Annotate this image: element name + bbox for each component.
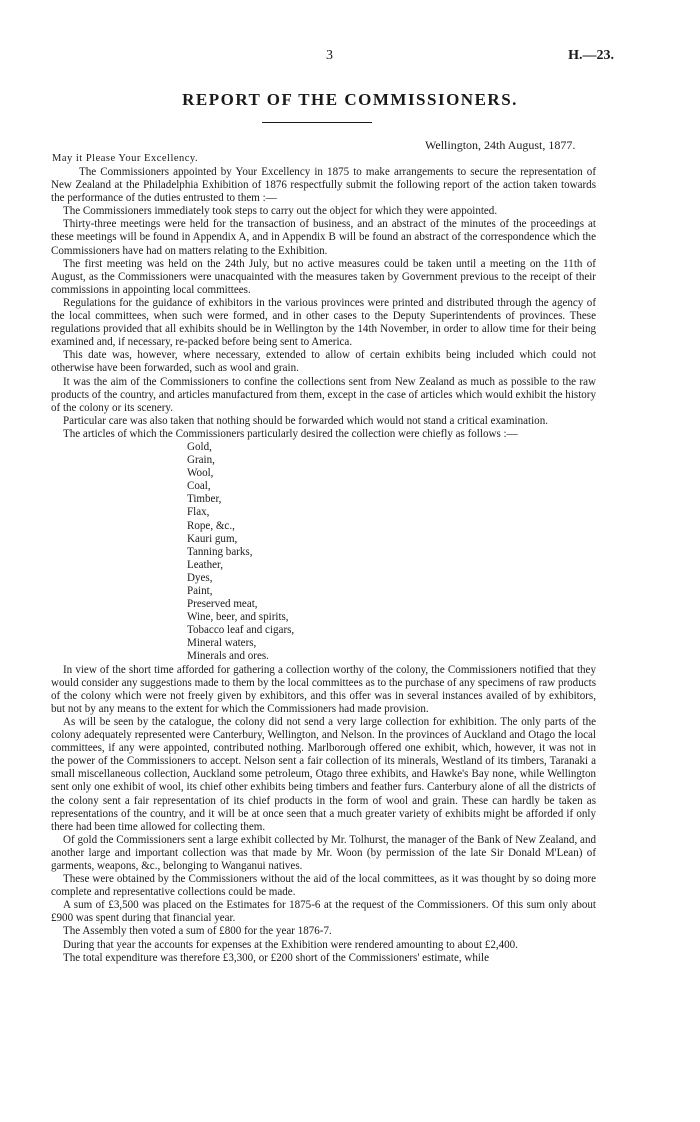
- list-item: Leather,: [187, 558, 224, 571]
- paragraph: The total expenditure was therefore £3,300, or £200 short of the Commissioners' estimate, while: [63, 951, 489, 964]
- list-item: Grain,: [187, 454, 215, 467]
- paragraph: The Commissioners immediately took steps to carry out the object for which they were appointed.: [63, 205, 498, 218]
- report-body: [51, 166, 596, 965]
- report-title: REPORT OF THE COMMISSIONERS.: [182, 90, 518, 109]
- list-item: Dyes,: [187, 571, 213, 584]
- paragraph: The articles of which the Commissioners particularly desired the collection were chiefly as follows :—: [63, 427, 518, 440]
- list-item: Flax,: [187, 506, 210, 519]
- page-number: 3: [326, 48, 333, 63]
- salutation: May it Please Your Excellency.: [52, 153, 199, 164]
- list-item: Mineral waters,: [187, 637, 257, 650]
- paragraph: The Assembly then voted a sum of £800 for the year 1876-7.: [63, 925, 332, 938]
- paragraph: The first meeting was held on the 24th July, but no active measures could be taken until a meeting on the 11th of August, as the Commissioners were unacquainted with the measures taken by Government previous to the receipt of their commissions in appointing local committees.: [51, 257, 596, 296]
- list-item: Preserved meat,: [187, 598, 258, 611]
- list-item: Gold,: [187, 440, 212, 453]
- list-item: Timber,: [187, 493, 222, 506]
- paragraph: The Commissioners appointed by Your Excellency in 1875 to make arrangements to secure the representation of New Zealand at the Philadelphia Exhibition of 1876 respectfully submit the following report of the action taken towards the performance of the duties entrusted to them :—: [51, 166, 596, 205]
- paragraph: This date was, however, where necessary, extended to allow of certain exhibits being included which could not otherwise have been forwarded, such as wool and grain.: [51, 349, 596, 375]
- paragraph: A sum of £3,500 was placed on the Estimates for 1875-6 at the request of the Commissioners. Of this sum only about £900 was spent during that financial year.: [51, 899, 596, 925]
- list-item: Coal,: [187, 480, 211, 493]
- title-rule: [262, 122, 372, 123]
- paragraph: In view of the short time afforded for gathering a collection worthy of the colony, the Commissioners notified that they would consider any suggestions made to them by the local committees as to the purchase of any specimens of raw products of the colony which were not freely given by exhibitors, and this offer was in several instances availed of by exhibitors, but not by any means to the extent for which the Commissioners had made provision.: [51, 663, 596, 715]
- paragraph: As will be seen by the catalogue, the colony did not send a very large collection for exhibition. The only parts of the colony adequately represented were Canterbury, Wellington, and Nelson. In the provinces of Auckland and Otago the local committees, if any were appointed, contributed nothing. Marlborough offered one exhibit, which, however, it was not in the power of the Commissioners to accept. Nelson sent a fair collection of its minerals, Westland of its timbers, Taranaki a small miscellaneous collection, Auckland some petroleum, Otago three exhibits, and Hawke's Bay none, while Wellington sent only one exhibit of wool, its chief other exhibits being timbers and feather furs. Canterbury alone of all the districts of the colony sent a fair representation of its chief products in the form of wool and grain. These can hardly be taken as representations of the country, and it will be at once seen that a much greater variety of exhibits might be afforded if only there had been time allowed for collecting them.: [51, 715, 596, 833]
- list-item: Minerals and ores.: [187, 650, 269, 663]
- list-item: Wine, beer, and spirits,: [187, 611, 289, 624]
- list-item: Wool,: [187, 467, 214, 480]
- list-item: Tobacco leaf and cigars,: [187, 624, 295, 637]
- document-code: H.—23.: [568, 48, 614, 63]
- paragraph: Thirty-three meetings were held for the transaction of business, and an abstract of the minutes of the proceedings at these meetings will be found in Appendix A, and in Appendix B will be found an abstract of the correspondence which the Commissioners have had on matters relating to the Exhibition.: [51, 218, 596, 257]
- paragraph: Particular care was also taken that nothing should be forwarded which would not stand a critical examination.: [63, 414, 548, 427]
- dateline: Wellington, 24th August, 1877.: [425, 138, 576, 152]
- paragraph: During that year the accounts for expenses at the Exhibition were rendered amounting to about £2,400.: [63, 938, 518, 951]
- list-item: Tanning barks,: [187, 545, 253, 558]
- list-item: Rope, &c.,: [187, 519, 235, 532]
- articles-list: [51, 441, 596, 664]
- paragraph: Regulations for the guidance of exhibitors in the various provinces were printed and distributed through the agency of the local committees, when such were formed, and in other cases to the Deputy Superintendents of provinces. These regulations provided that all exhibits should be in Wellington by the 14th November, in order to allow time for their being examined and, if necessary, re-packed before being sent to America.: [51, 296, 596, 349]
- paragraph: It was the aim of the Commissioners to confine the collections sent from New Zealand as much as possible to the raw products of the country, and articles manufactured from them, except in the case of articles which would exhibit the history of the colony or its scenery.: [51, 375, 596, 414]
- page-header: [0, 48, 700, 68]
- paragraph: Of gold the Commissioners sent a large exhibit collected by Mr. Tolhurst, the manager of the Bank of New Zealand, and another large and important collection was that made by Mr. Woon (by permission of the late Sir Donald M'Lean) of garments, weapons, &c., belonging to Wanganui natives.: [51, 833, 596, 872]
- paragraph: These were obtained by the Commissioners without the aid of the local committees, as it was thought by so doing more complete and representative collections could be made.: [51, 873, 596, 899]
- list-item: Paint,: [187, 585, 213, 597]
- list-item: Kauri gum,: [187, 532, 238, 545]
